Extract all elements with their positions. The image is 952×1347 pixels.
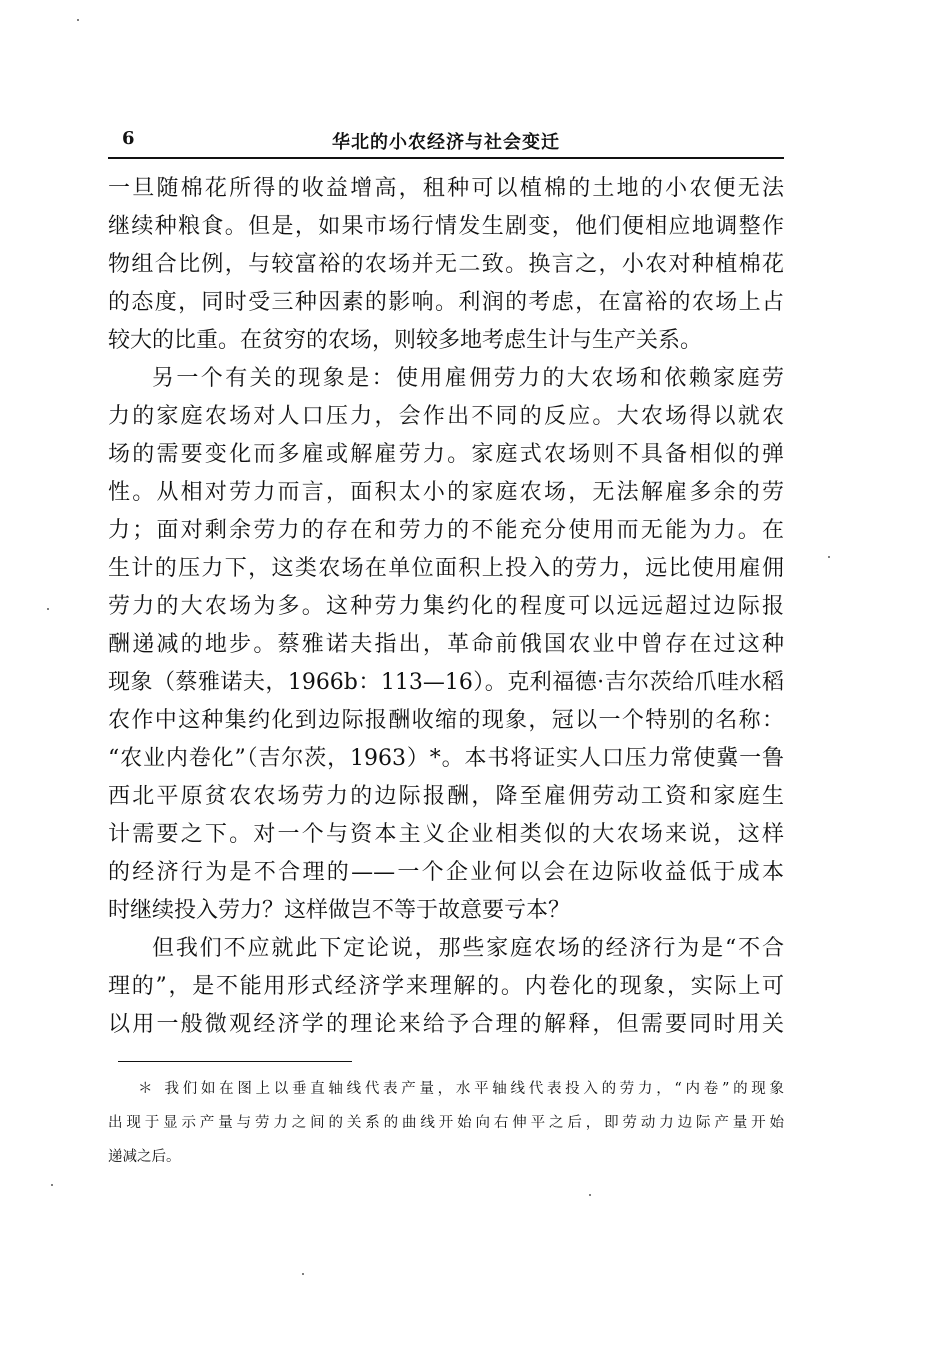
footnote-rule — [118, 1061, 352, 1062]
text-line: 酬递减的地步。蔡雅诺夫指出，革命前俄国农业中曾存在过这种 — [108, 632, 784, 657]
header-rule — [108, 157, 784, 159]
text-line: 继续种粮食。但是，如果市场行情发生剧变，他们便相应地调整作 — [108, 214, 784, 239]
page-number: 6 — [122, 128, 135, 149]
running-title: 华北的小农经济与社会变迁 — [332, 132, 560, 153]
scan-speck — [47, 608, 49, 610]
body-text — [108, 170, 784, 1044]
text-line: 另一个有关的现象是：使用雇佣劳力的大农场和依赖家庭劳 — [152, 366, 784, 391]
text-line: 时继续投入劳力？这样做岂不等于故意要亏本？ — [108, 898, 571, 923]
scan-speck — [51, 1184, 53, 1186]
scan-speck — [828, 556, 830, 558]
page-header — [108, 124, 784, 158]
text-line: 性。从相对劳力而言，面积太小的家庭农场，无法解雇多余的劳 — [108, 480, 784, 505]
scan-speck — [302, 1273, 304, 1275]
text-line: 较大的比重。在贫穷的农场，则较多地考虑生计与生产关系。 — [108, 328, 703, 353]
scan-speck — [589, 1194, 591, 1196]
text-line: 以用一般微观经济学的理论来给予合理的解释，但需要同时用关 — [108, 1012, 784, 1037]
text-line: 物组合比例，与较富裕的农场并无二致。换言之，小农对种植棉花 — [108, 252, 784, 277]
text-line: 场的需要变化而多雇或解雇劳力。家庭式农场则不具备相似的弹 — [108, 442, 784, 467]
footnote-line: 递减之后。 — [108, 1149, 181, 1165]
text-line: 但我们不应就此下定论说，那些家庭农场的经济行为是“不合 — [152, 936, 784, 961]
text-line: 西北平原贫农农场劳力的边际报酬，降至雇佣劳动工资和家庭生 — [108, 784, 784, 809]
text-line: 劳力的大农场为多。这种劳力集约化的程度可以远远超过边际报 — [108, 594, 784, 619]
text-line: 理的”，是不能用形式经济学来理解的。内卷化的现象，实际上可 — [108, 974, 784, 999]
scan-speck — [77, 19, 79, 21]
footnote-line: ＊ 我们如在图上以垂直轴线代表产量，水平轴线代表投入的劳力，“内卷”的现象 — [138, 1081, 784, 1097]
text-line: 力的家庭农场对人口压力，会作出不同的反应。大农场得以就农 — [108, 404, 784, 429]
text-line: 计需要之下。对一个与资本主义企业相类似的大农场来说，这样 — [108, 822, 784, 847]
text-line: 农作中这种集约化到边际报酬收缩的现象，冠以一个特别的名称： — [108, 708, 784, 733]
text-line: 一旦随棉花所得的收益增高，租种可以植棉的土地的小农便无法 — [108, 176, 784, 201]
text-line: 现象（蔡雅诺夫，1966b：113—16）。克利福德·吉尔茨给爪哇水稻 — [108, 670, 784, 695]
text-line: “农业内卷化”（吉尔茨，1963）*。本书将证实人口压力常使冀一鲁 — [108, 746, 784, 771]
footnote-line: 出现于显示产量与劳力之间的关系的曲线开始向右伸平之后，即劳动力边际产量开始 — [108, 1115, 784, 1131]
text-line: 的态度，同时受三种因素的影响。利润的考虑，在富裕的农场上占 — [108, 290, 784, 315]
footnote — [108, 1072, 784, 1174]
text-line: 生计的压力下，这类农场在单位面积上投入的劳力，远比使用雇佣 — [108, 556, 784, 581]
text-line: 的经济行为是不合理的——一个企业何以会在边际收益低于成本 — [108, 860, 784, 885]
text-line: 力；面对剩余劳力的存在和劳力的不能充分使用而无能为力。在 — [108, 518, 784, 543]
